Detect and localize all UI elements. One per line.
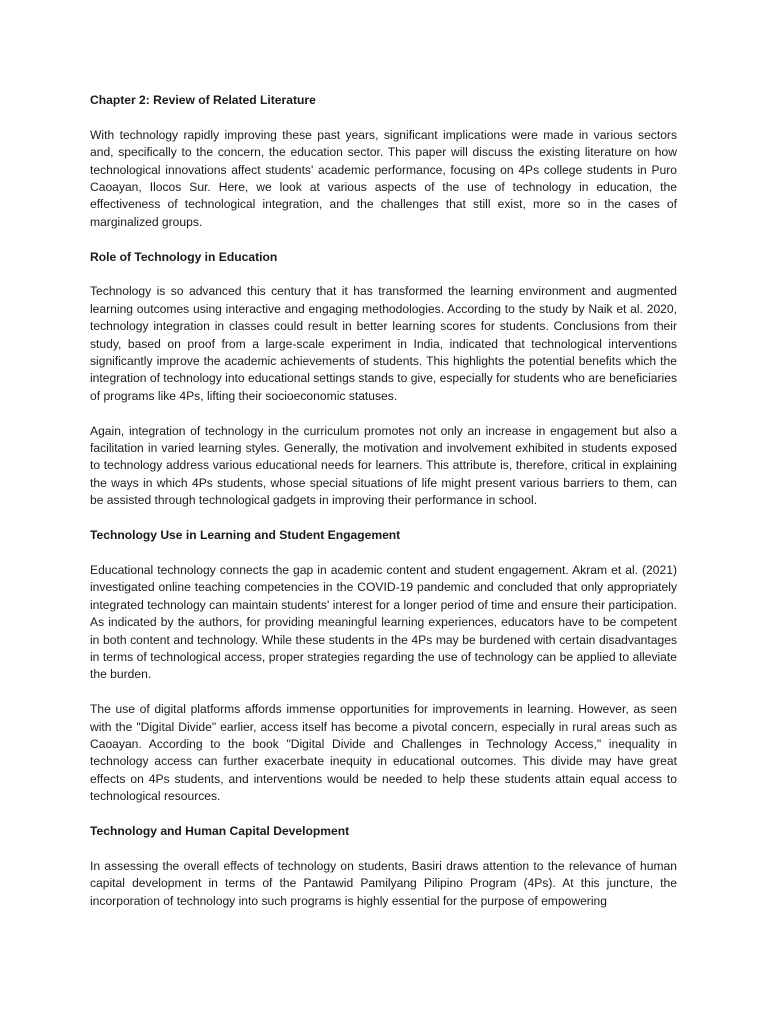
section-heading-human-capital: Technology and Human Capital Development (90, 823, 350, 838)
intro-paragraph: With technology rapidly improving these past years, significant implications were made in various sectors and, specifically to the concern, the education sector. This paper will discuss the existing literature on how technological innovations affect students' academic performance, focusing on 4Ps college students in Puro Caoayan, Ilocos Sur. Here, we look at various aspects of the use of technology in education, the effectiveness of technological integration, and the challenges that still exist, more so in the cases of marginalized groups. (90, 127, 677, 229)
paragraph: Educational technology connects the gap in academic content and student engagement. Akram et al. (2021) investigated online teaching competencies in the COVID-19 pandemic and concluded that only appropriately integrated technology can maintain students' interest for a longer period of time and ensure their participation. As indicated by the authors, for providing meaningful learning experiences, educators have to be competent in both content and technology. While these students in the 4Ps may be burdened with certain disadvantages in terms of technological access, proper strategies regarding the use of technology can be applied to alleviate the burden. (90, 562, 677, 682)
section-heading-role-of-technology: Role of Technology in Education (90, 249, 278, 264)
paragraph: Again, integration of technology in the curriculum promotes not only an increase in engagement but also a facilitation in varied learning styles. Generally, the motivation and involvement exhibited in students exposed to technology address various educational needs for learners. This attribute is, therefore, critical in explaining the ways in which 4Ps students, whose special situations of life might present various barriers to them, can be assisted through technological gadgets in improving their performance in school. (90, 423, 677, 508)
document-page (90, 92, 677, 927)
paragraph: The use of digital platforms affords immense opportunities for improvements in learning. However, as seen with the "Digital Divide" earlier, access itself has become a pivotal concern, especially in rural areas such as Caoayan. According to the book "Digital Divide and Challenges in Technology Access," inequality in technology access can further exacerbate inequity in educational outcomes. This divide may have great effects on 4Ps students, and interventions would be needed to help these students attain equal access to technological resources. (90, 702, 677, 804)
paragraph: In assessing the overall effects of technology on students, Basiri draws attention to the relevance of human capital development in terms of the Pantawid Pamilyang Pilipino Program (4Ps). At this juncture, the incorporation of technology into such programs is highly essential for the purpose of empowering (90, 858, 677, 908)
paragraph: Technology is so advanced this century that it has transformed the learning environment and augmented learning outcomes using interactive and engaging methodologies. According to the study by Naik et al. 2020, technology integration in classes could result in better learning scores for students. Conclusions from their study, based on proof from a large-scale experiment in India, indicated that technological interventions significantly improve the academic achievements of students. This highlights the potential benefits which the integration of technology into educational settings stands to give, especially for students who are beneficiaries of programs like 4Ps, lifting their socioeconomic statuses. (90, 284, 677, 403)
chapter-title: Chapter 2: Review of Related Literature (90, 93, 316, 107)
section-heading-technology-use: Technology Use in Learning and Student Engagement (90, 528, 401, 543)
